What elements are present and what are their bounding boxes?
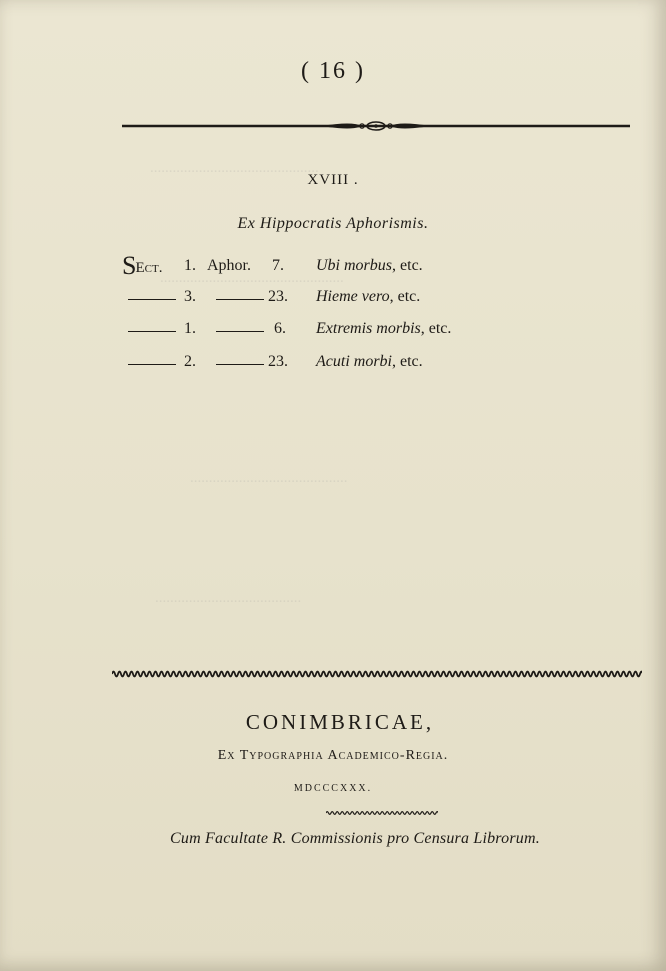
citation-text: Acuti morbi, etc. <box>316 353 423 370</box>
imprint-printer: Ex Typographia Academico-Regia. <box>217 748 449 763</box>
censorship-license: Cum Facultate R. Commissionis pro Censura Librorum. <box>170 830 540 847</box>
ditto-dash <box>128 331 176 332</box>
section-number: 3. <box>184 288 196 305</box>
bleed-through-text: ............................................. <box>150 160 319 176</box>
bleed-through-text: ................................................. <box>160 270 344 286</box>
aphorism-number: 6. <box>274 320 286 337</box>
ditto-dash <box>216 299 264 300</box>
section-number: 1. <box>184 320 196 337</box>
small-wavy-divider <box>326 809 438 817</box>
citation-text: Ubi morbus, etc. <box>316 257 423 274</box>
imprint-place: CONIMBRICAE, <box>245 710 435 734</box>
citation-row <box>118 251 538 281</box>
imprint-year: MDCCCXXX. <box>293 783 373 794</box>
section-label: SEct. <box>122 251 163 280</box>
citation-text: Extremis morbis, etc. <box>316 320 452 337</box>
aphorism-number: 23. <box>268 288 288 305</box>
aphorism-number: 7. <box>272 257 284 274</box>
ditto-dash <box>128 364 176 365</box>
section-subtitle: Ex Hippocratis Aphorismis. <box>237 215 429 232</box>
citation-row <box>118 353 538 377</box>
bleed-through-text: ....................................... <box>155 590 302 606</box>
aphorism-label: Aphor. <box>207 257 251 274</box>
ditto-dash <box>216 364 264 365</box>
ornamental-rule <box>122 119 630 133</box>
section-number: 2. <box>184 353 196 370</box>
ditto-dash <box>216 331 264 332</box>
citation-row <box>118 320 538 344</box>
section-number: 1. <box>184 257 196 274</box>
bleed-through-text: .......................................... <box>190 470 348 486</box>
citation-row <box>118 288 538 312</box>
citation-text: Hieme vero, etc. <box>316 288 421 305</box>
section-heading: XVIII . <box>307 172 359 188</box>
wavy-divider <box>112 667 642 681</box>
aphorism-number: 23. <box>268 353 288 370</box>
ditto-dash <box>128 299 176 300</box>
page-number: ( 16 ) <box>301 58 365 84</box>
